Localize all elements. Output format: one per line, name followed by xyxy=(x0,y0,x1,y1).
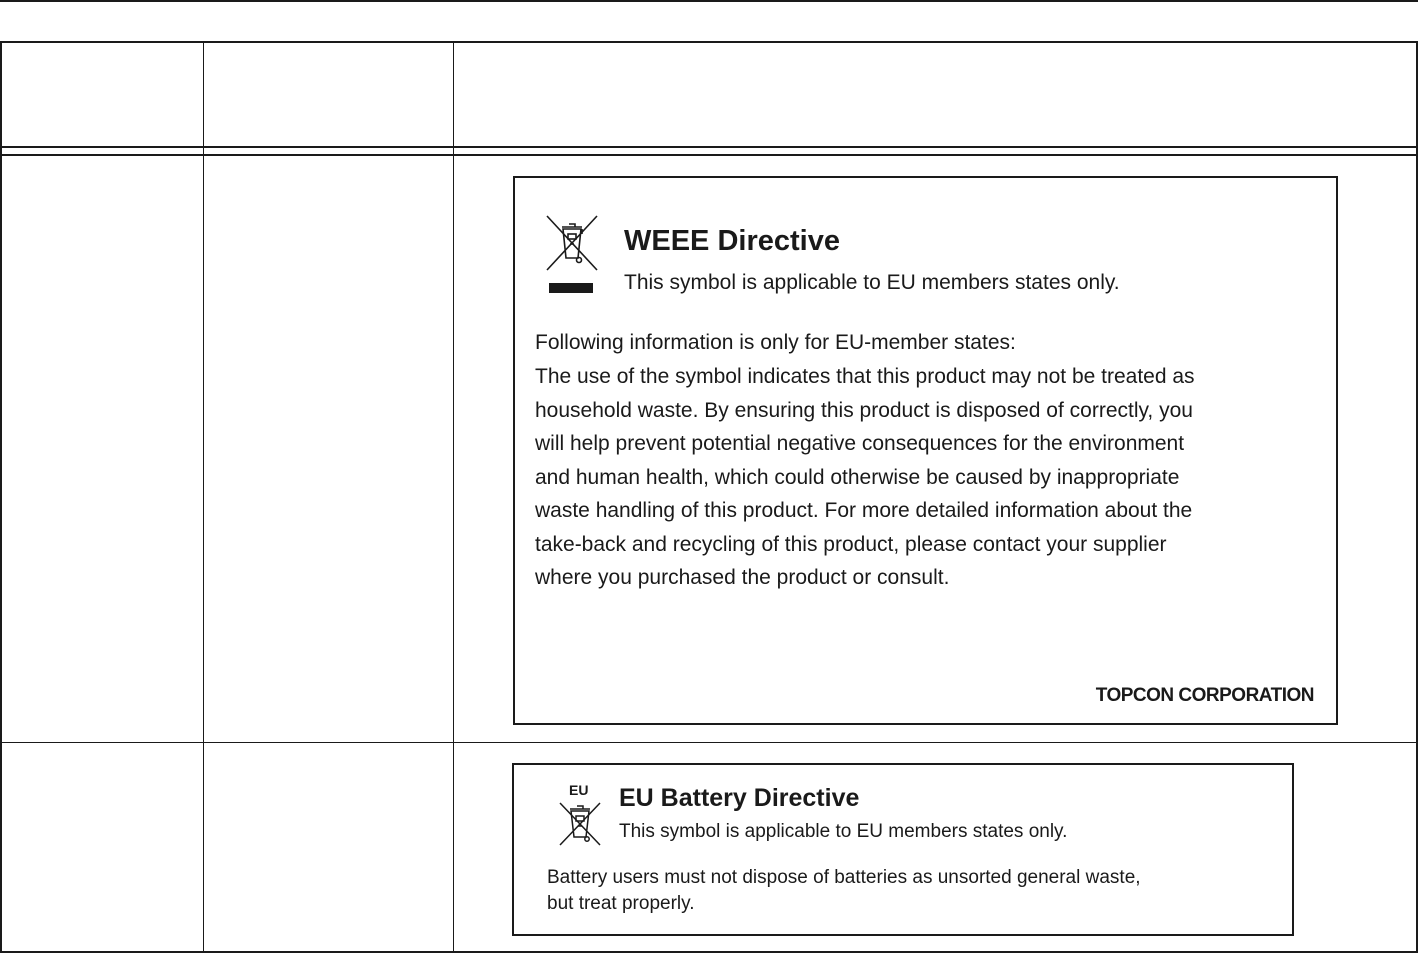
weee-body xyxy=(535,360,1195,595)
battery-title: EU Battery Directive xyxy=(619,784,860,812)
battery-body-line: but treat properly. xyxy=(547,893,695,914)
battery-subtitle: This symbol is applicable to EU members states only. xyxy=(619,821,1068,842)
weee-body-line: take-back and recycling of this product, please contact your supplier xyxy=(535,532,1167,556)
header-rule-2 xyxy=(0,154,1418,156)
battery-body xyxy=(547,865,1141,917)
weee-body-line: The use of the symbol indicates that this product may not be treated as xyxy=(535,365,1195,388)
weee-body-line: and human health, which could otherwise be caused by inappropriate xyxy=(535,465,1180,489)
weee-title: WEEE Directive xyxy=(624,225,840,257)
battery-body-line: Battery users must not dispose of batteries as unsorted general waste, xyxy=(547,867,1141,888)
weee-black-bar xyxy=(549,283,593,293)
weee-body-line: household waste. By ensuring this product is disposed of correctly, you xyxy=(535,398,1193,422)
page-top-rule xyxy=(0,0,1418,2)
weee-intro: Following information is only for EU-member states: xyxy=(535,331,1016,354)
header-rule-1 xyxy=(0,146,1418,148)
weee-label xyxy=(513,176,1338,725)
weee-body-line: will help prevent potential negative consequences for the environment xyxy=(535,432,1185,455)
weee-body-line: where you purchased the product or consult. xyxy=(535,566,950,589)
eu-mark: EU xyxy=(569,782,589,798)
table-left-border xyxy=(0,41,2,953)
weee-subtitle: This symbol is applicable to EU members states only. xyxy=(624,271,1120,294)
row-separator xyxy=(0,742,1418,743)
crossed-out-wheelie-bin-icon xyxy=(545,214,599,272)
table-top-border xyxy=(0,41,1418,43)
weee-body-line: waste handling of this product. For more detailed information about the xyxy=(535,499,1193,522)
column-divider-1 xyxy=(203,41,204,953)
company-name: TOPCON CORPORATION xyxy=(1095,685,1314,706)
column-divider-2 xyxy=(453,41,454,953)
battery-label xyxy=(512,763,1294,936)
